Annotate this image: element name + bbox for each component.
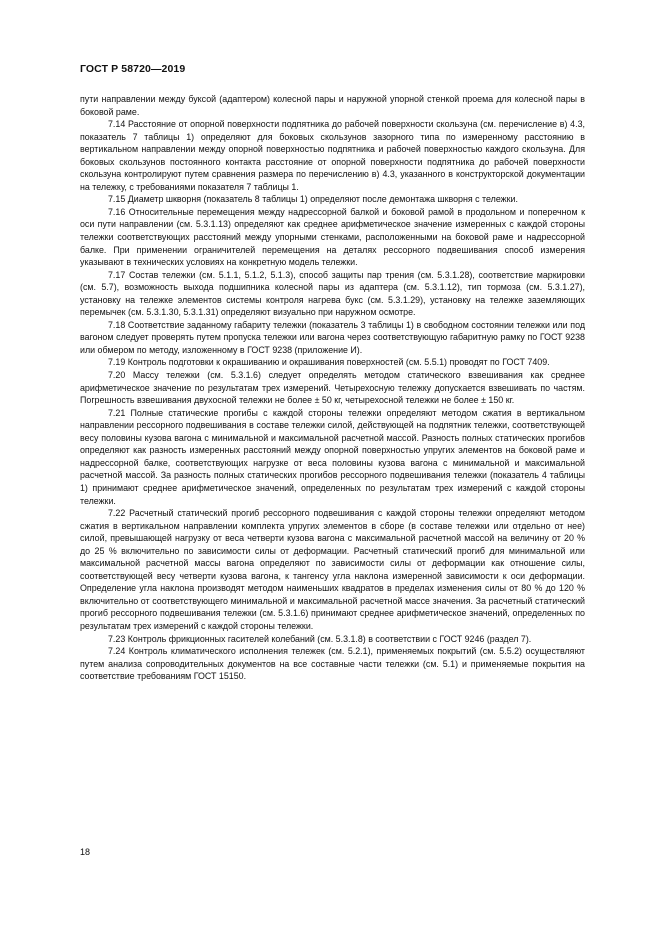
paragraph-7-14: 7.14 Расстояние от опорной поверхности подпятника до рабочей поверхности скользуна (см. перечисление в) 4.3, показатель 7 таблицы 1) определяют для боковых скользунов зазорного типа по измеренному расстоянию в вертикальном направлении между опорной поверхностью подпятника и рабочей поверхностью каждого скользуна. Для боковых скользунов постоянного контакта расстояние от опорной поверхности подпятника до рабочей поверхности скользуна контролируют путем сравнения размера по перечислению в) 4.3, указанного в конструкторской документации на тележку, с требованиями показателя 7 таблицы 1. [80, 119, 585, 192]
paragraph-7-19: 7.19 Контроль подготовки к окрашиванию и окрашивания поверхностей (см. 5.5.1) проводят по ГОСТ 7409. [108, 357, 550, 368]
document-code-header: ГОСТ Р 58720—2019 [80, 63, 186, 75]
paragraph-7-18: 7.18 Соответствие заданному габариту тележки (показатель 3 таблицы 1) в свободном состоянии тележки или под вагоном следует проверять путем пропуска тележки или вагона через соответствующую габаритную рамку по ГОСТ 9238 или обмером по методу, изложенному в ГОСТ 9238 (приложение И). [80, 319, 585, 355]
paragraph-7-21: 7.21 Полные статические прогибы с каждой стороны тележки определяют методом сжатия в вертикальном направлении рессорного подвешивания в составе тележки силой, действующей на подпятник тележки, соответствующей весу половины кузова вагона с минимальной и максимальной расчетной массой. Разность полных статических прогибов определяют как разность измеренных расстояний между опорной поверхностью упругих элементов на боковой раме и надрессорной балке, соответствующих нагрузке от веса половины кузова вагона с минимальной и максимальной расчетной массой. За разность полных статических прогибов рессорного подвешивания тележки (показатель 4 таблицы 1) принимают среднее арифметическое значений, определенных по результатам трех измерений с каждой стороны тележки. [80, 407, 585, 506]
document-body [80, 93, 585, 683]
paragraph-7-20: 7.20 Массу тележки (см. 5.3.1.6) следует определять методом статического взвешивания как среднее арифметическое значение по результатам трех измерений. Четырехосную тележку допускается взвешивать по частям. Погрешность взвешивания двухосной тележки не более ± 50 кг, четырехосной тележки не более ± 150 кг. [80, 370, 585, 406]
paragraph-7-17: 7.17 Состав тележки (см. 5.1.1, 5.1.2, 5.1.3), способ защиты пар трения (см. 5.3.1.28), соответствие маркировки (см. 5.7), возможность выхода подшипника колесной пары из адаптера (см. 5.3.1.12), тип тормоза (см. 5.3.1.27), установку на тележке элементов системы контроля нагрева букс (см. 5.3.1.29), установку на тележке заземляющих перемычек (см. 5.3.1.30, 5.3.1.31) определяют визуально при наружном осмотре. [80, 269, 585, 318]
paragraph-7-23: 7.23 Контроль фрикционных гасителей колебаний (см. 5.3.1.8) в соответствии с ГОСТ 9246 (раздел 7). [108, 633, 532, 644]
paragraph-7-15: 7.15 Диаметр шкворня (показатель 8 таблицы 1) определяют после демонтажа шкворня с тележки. [108, 194, 518, 205]
paragraph-7-22: 7.22 Расчетный статический прогиб рессорного подвешивания с каждой стороны тележки определяют методом сжатия в вертикальном направлении комплекта упругих элементов в сборе (в составе тележки или отдельно от нее) силой, превышающей нагрузку от веса четверти кузова вагона с максимальной расчетной массой на величину от 20 % до 25 % включительно по зависимости силы от деформации. Расчетный статический прогиб для минимальной или максимальной расчетной массы вагона определяют по зависимости силы от деформации как отношение силы, соответствующей весу четверти кузова вагона, к тангенсу угла наклона измеренной зависимости к оси деформации. Определение угла наклона производят методом наименьших квадратов в пределах изменения силы от 80 % до 120 % включительно от соответствующего минимальной и максимальной расчетной массе значения. За расчетный статический прогиб рессорного подвешивания тележки (см. 5.3.1.6) принимают среднее арифметическое значений, определенных по результатам трех измерений с каждой стороны тележки. [80, 508, 585, 631]
page-number: 18 [80, 847, 91, 857]
paragraph-7-16: 7.16 Относительные перемещения между надрессорной балкой и боковой рамой в продольном и поперечном к оси пути направлении (см. 5.3.1.13) определяют как среднее арифметическое значение измеренных с каждой стороны тележки соответствующих расстояний между упорными стенками, расположенными на боковой раме и надрессорной балке. При применении ограничителей перемещения на деталях рессорного подвешивания способ измерения указывают в технических условиях на конкретную модель тележки. [80, 206, 585, 268]
paragraph-7-24: 7.24 Контроль климатического исполнения тележек (см. 5.2.1), применяемых покрытий (см. 5.5.2) осуществляют путем анализа сопроводительных документов на все составные части тележки (см. 5.1) и применяемые покрытия на соответствие требованиям ГОСТ 15150. [80, 646, 585, 682]
paragraph-continuation: пути направлении между буксой (адаптером) колесной пары и наружной упорной стенкой проема для колесной пары в боковой раме. [80, 94, 585, 117]
